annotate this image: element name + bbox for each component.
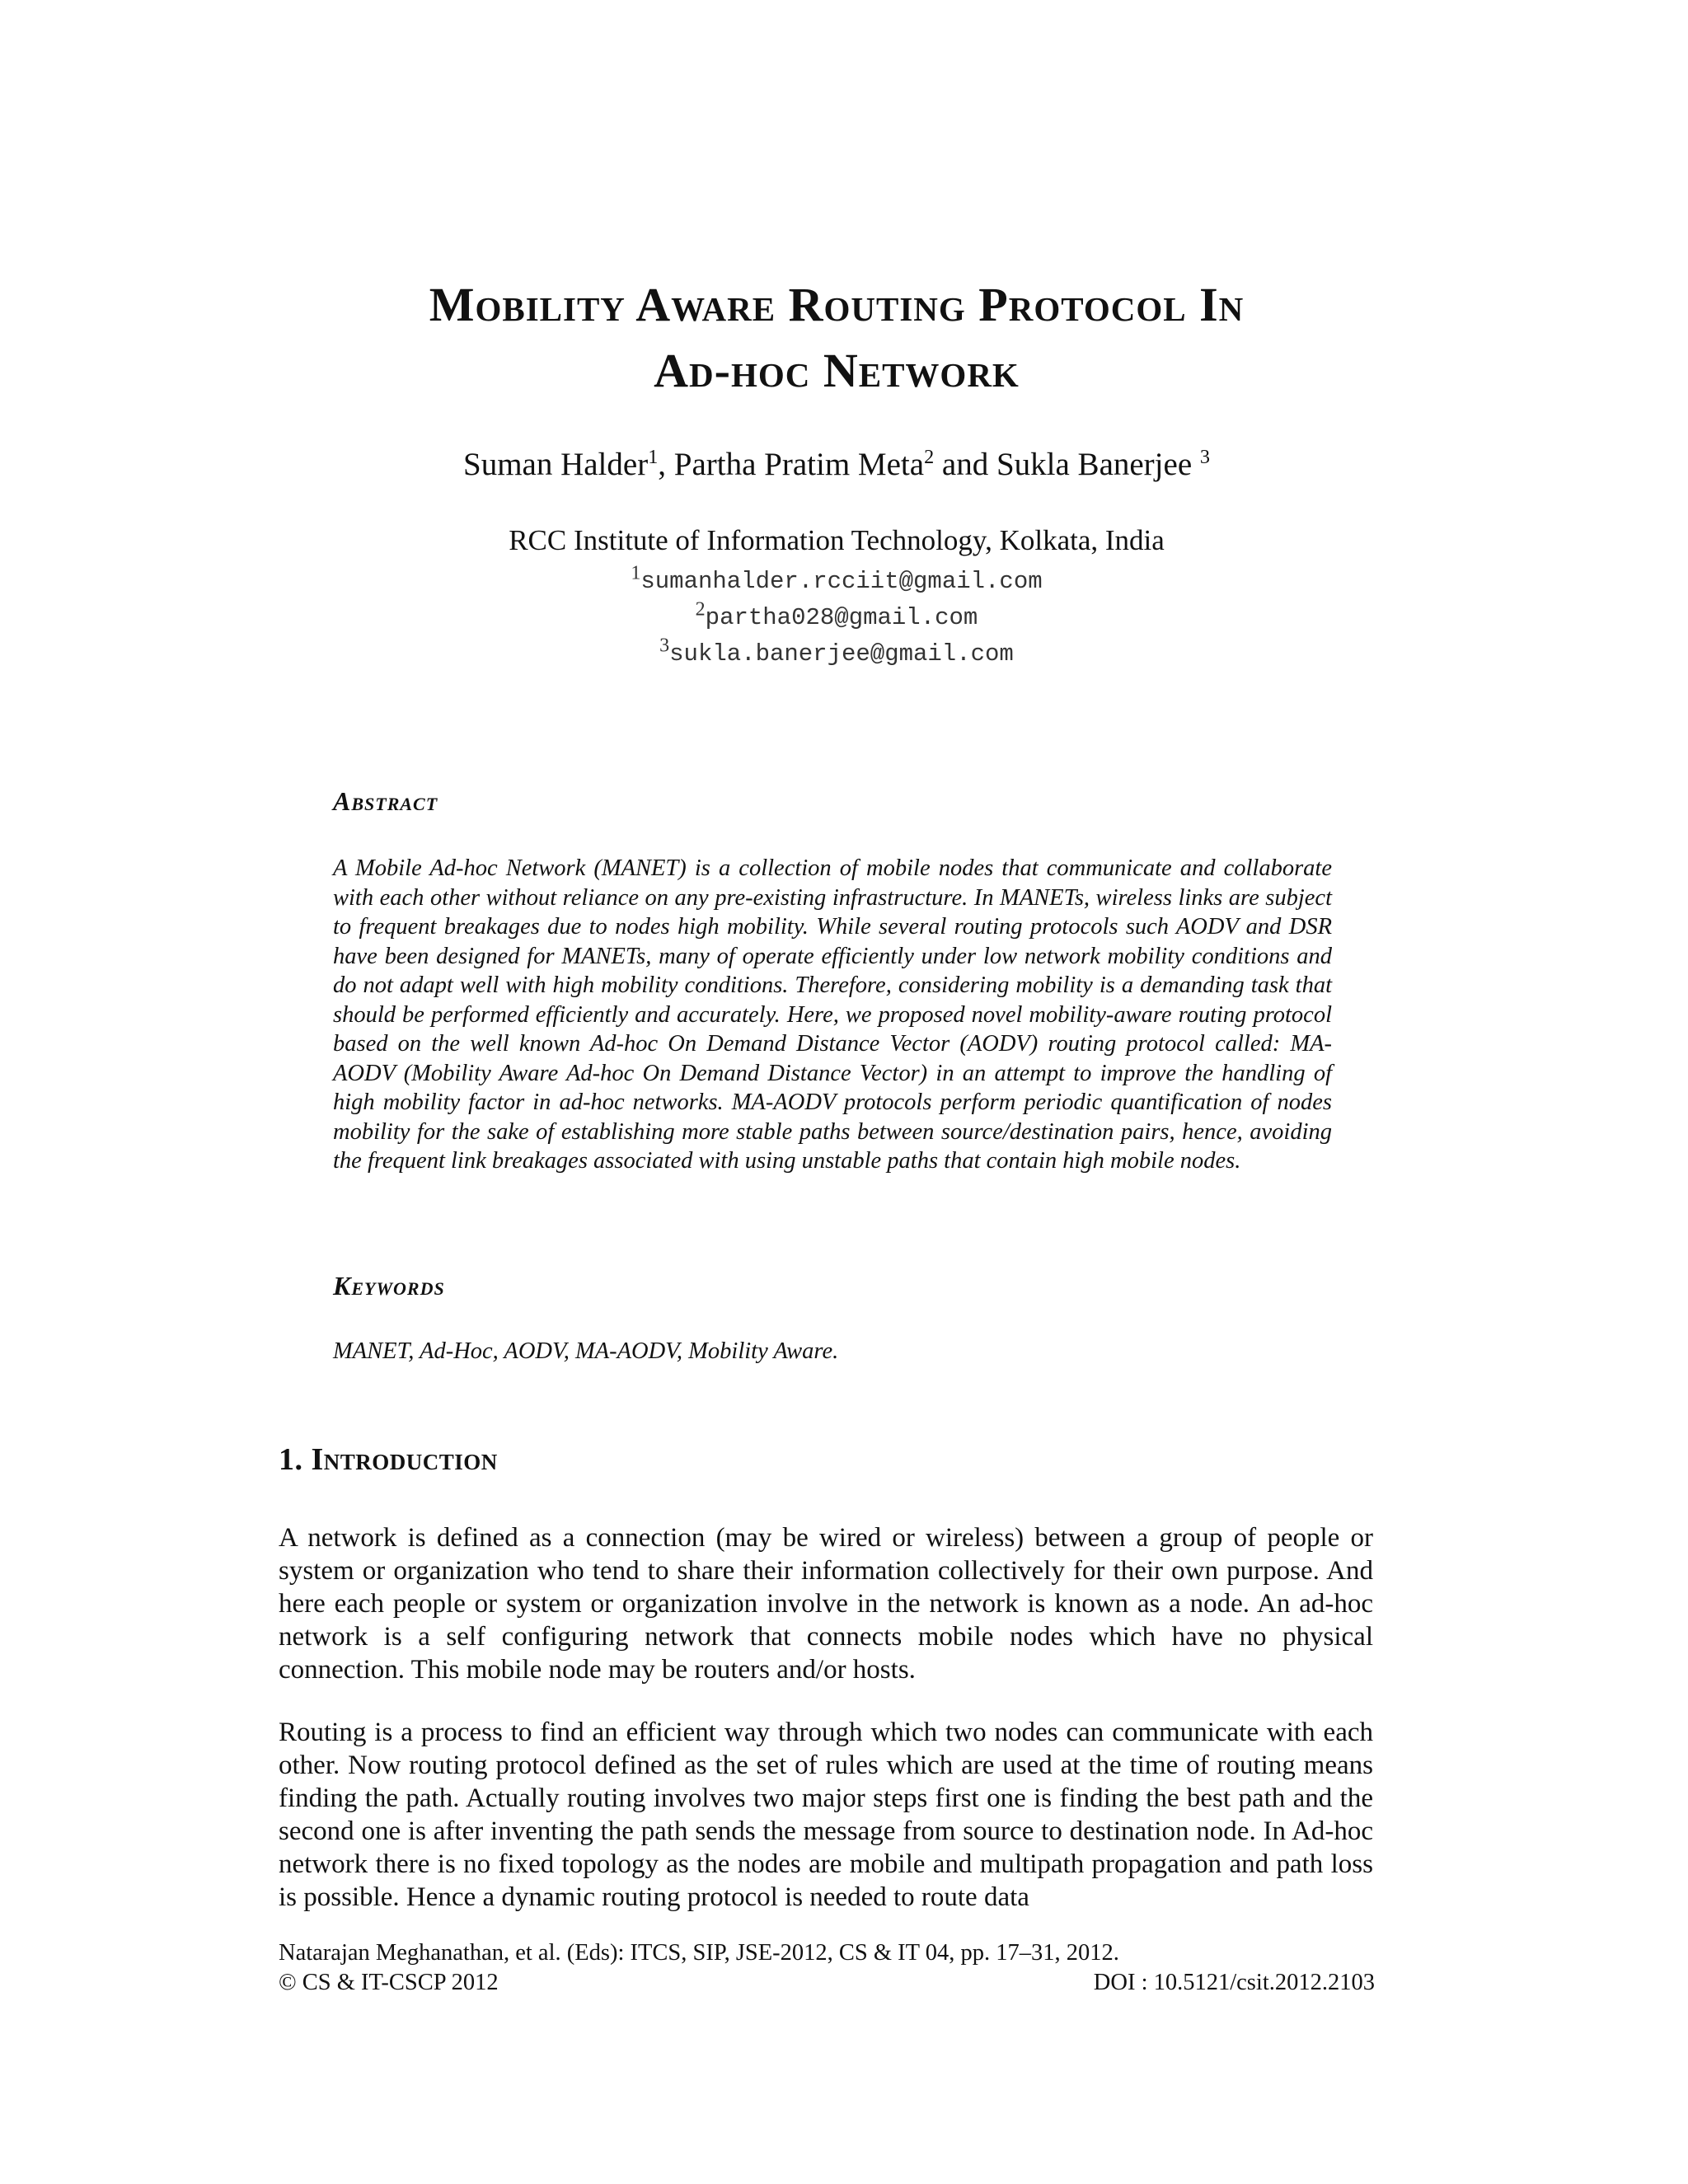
keywords-text: MANET, Ad-Hoc, AODV, MA-AODV, Mobility Aware. bbox=[333, 1338, 839, 1364]
keywords-heading: Keywords bbox=[333, 1271, 445, 1301]
title-line-2: Ad-hoc Network bbox=[654, 344, 1020, 397]
paper-title bbox=[247, 272, 1426, 404]
introduction-heading: 1. Introduction bbox=[279, 1442, 498, 1477]
footer-citation: Natarajan Meghanathan, et al. (Eds): ITCS, SIP, JSE-2012, CS & IT 04, pp. 17–31, 2012. bbox=[279, 1940, 1119, 1966]
email-marker: 3 bbox=[659, 635, 670, 657]
footer-copyright: © CS & IT-CSCP 2012 bbox=[279, 1970, 499, 1995]
email-address: sumanhalder.rcciit@gmail.com bbox=[640, 568, 1043, 595]
affiliation: RCC Institute of Information Technology, Kolkata, India bbox=[509, 524, 1165, 556]
footer-doi: DOI : 10.5121/csit.2012.2103 bbox=[1093, 1970, 1375, 1995]
email-marker: 1 bbox=[631, 562, 641, 584]
abstract-text: A Mobile Ad-hoc Network (MANET) is a collection of mobile nodes that communicate and collaborate with each other without reliance on any pre-existing infrastructure. In MANETs, wireless links are subject to frequent breakages due to nodes high mobility. While several routing protocols such AODV and DSR have been designed for MANETs, many of operate efficiently under low network mobility conditions and do not adapt well with high mobility conditions. Therefore, considering mobility is a demanding task that should be performed efficiently and accurately. Here, we proposed novel mobility-aware routing protocol based on the well known Ad-hoc On Demand Distance Vector (AODV) routing protocol called: MA-AODV (Mobility Aware Ad-hoc On Demand Distance Vector) in an attempt to improve the handling of high mobility factor in ad-hoc networks. MA-AODV protocols perform periodic quantification of nodes mobility for the sake of establishing more stable paths between source/destination pairs, hence, avoiding the frequent link breakages associated with using unstable paths that contain high mobile nodes. bbox=[333, 855, 1332, 1174]
email-line bbox=[247, 600, 1426, 636]
author-name: Partha Pratim Meta bbox=[673, 447, 925, 482]
page-footer bbox=[279, 1938, 1375, 1998]
footer-row bbox=[279, 1968, 1375, 1998]
introduction-paragraph-1: A network is defined as a connection (may be wired or wireless) between a group of people or system or organization who tend to share their information collectively for their own purpose. And here each people or system or organization involve in the network is known as a node. An ad-hoc network is a self configuring network that connects mobile nodes which have no physical connection. This mobile node may be routers and/or hosts. bbox=[279, 1523, 1373, 1685]
email-marker: 2 bbox=[695, 598, 706, 621]
introduction-paragraph-2: Routing is a process to find an efficient way through which two nodes can communicate with each other. Now routing protocol defined as the set of rules which are used at the time of routing means finding the path. Actually routing involves two major steps first one is finding the best path and the second one is after inventing the path sends the message from source to destination node. In Ad-hoc network there is no fixed topology as the nodes are mobile and multipath propagation and path loss is possible. Hence a dynamic routing protocol is needed to route data bbox=[279, 1718, 1373, 1912]
author-separator: , bbox=[658, 447, 674, 482]
author-marker: 1 bbox=[648, 446, 659, 468]
abstract-heading: Abstract bbox=[333, 786, 438, 816]
email-address: sukla.banerjee@gmail.com bbox=[669, 640, 1014, 668]
author-list bbox=[247, 443, 1426, 486]
author-name: Suman Halder bbox=[463, 447, 649, 482]
email-list bbox=[247, 564, 1426, 673]
author-separator: and bbox=[934, 447, 996, 482]
email-address: partha028@gmail.com bbox=[705, 604, 978, 631]
author-marker: 2 bbox=[924, 446, 935, 468]
title-line-1: Mobility Aware Routing Protocol In bbox=[429, 278, 1245, 331]
email-line bbox=[247, 636, 1426, 673]
email-line bbox=[247, 564, 1426, 600]
author-marker: 3 bbox=[1199, 446, 1210, 468]
author-name: Sukla Banerjee bbox=[996, 447, 1200, 482]
